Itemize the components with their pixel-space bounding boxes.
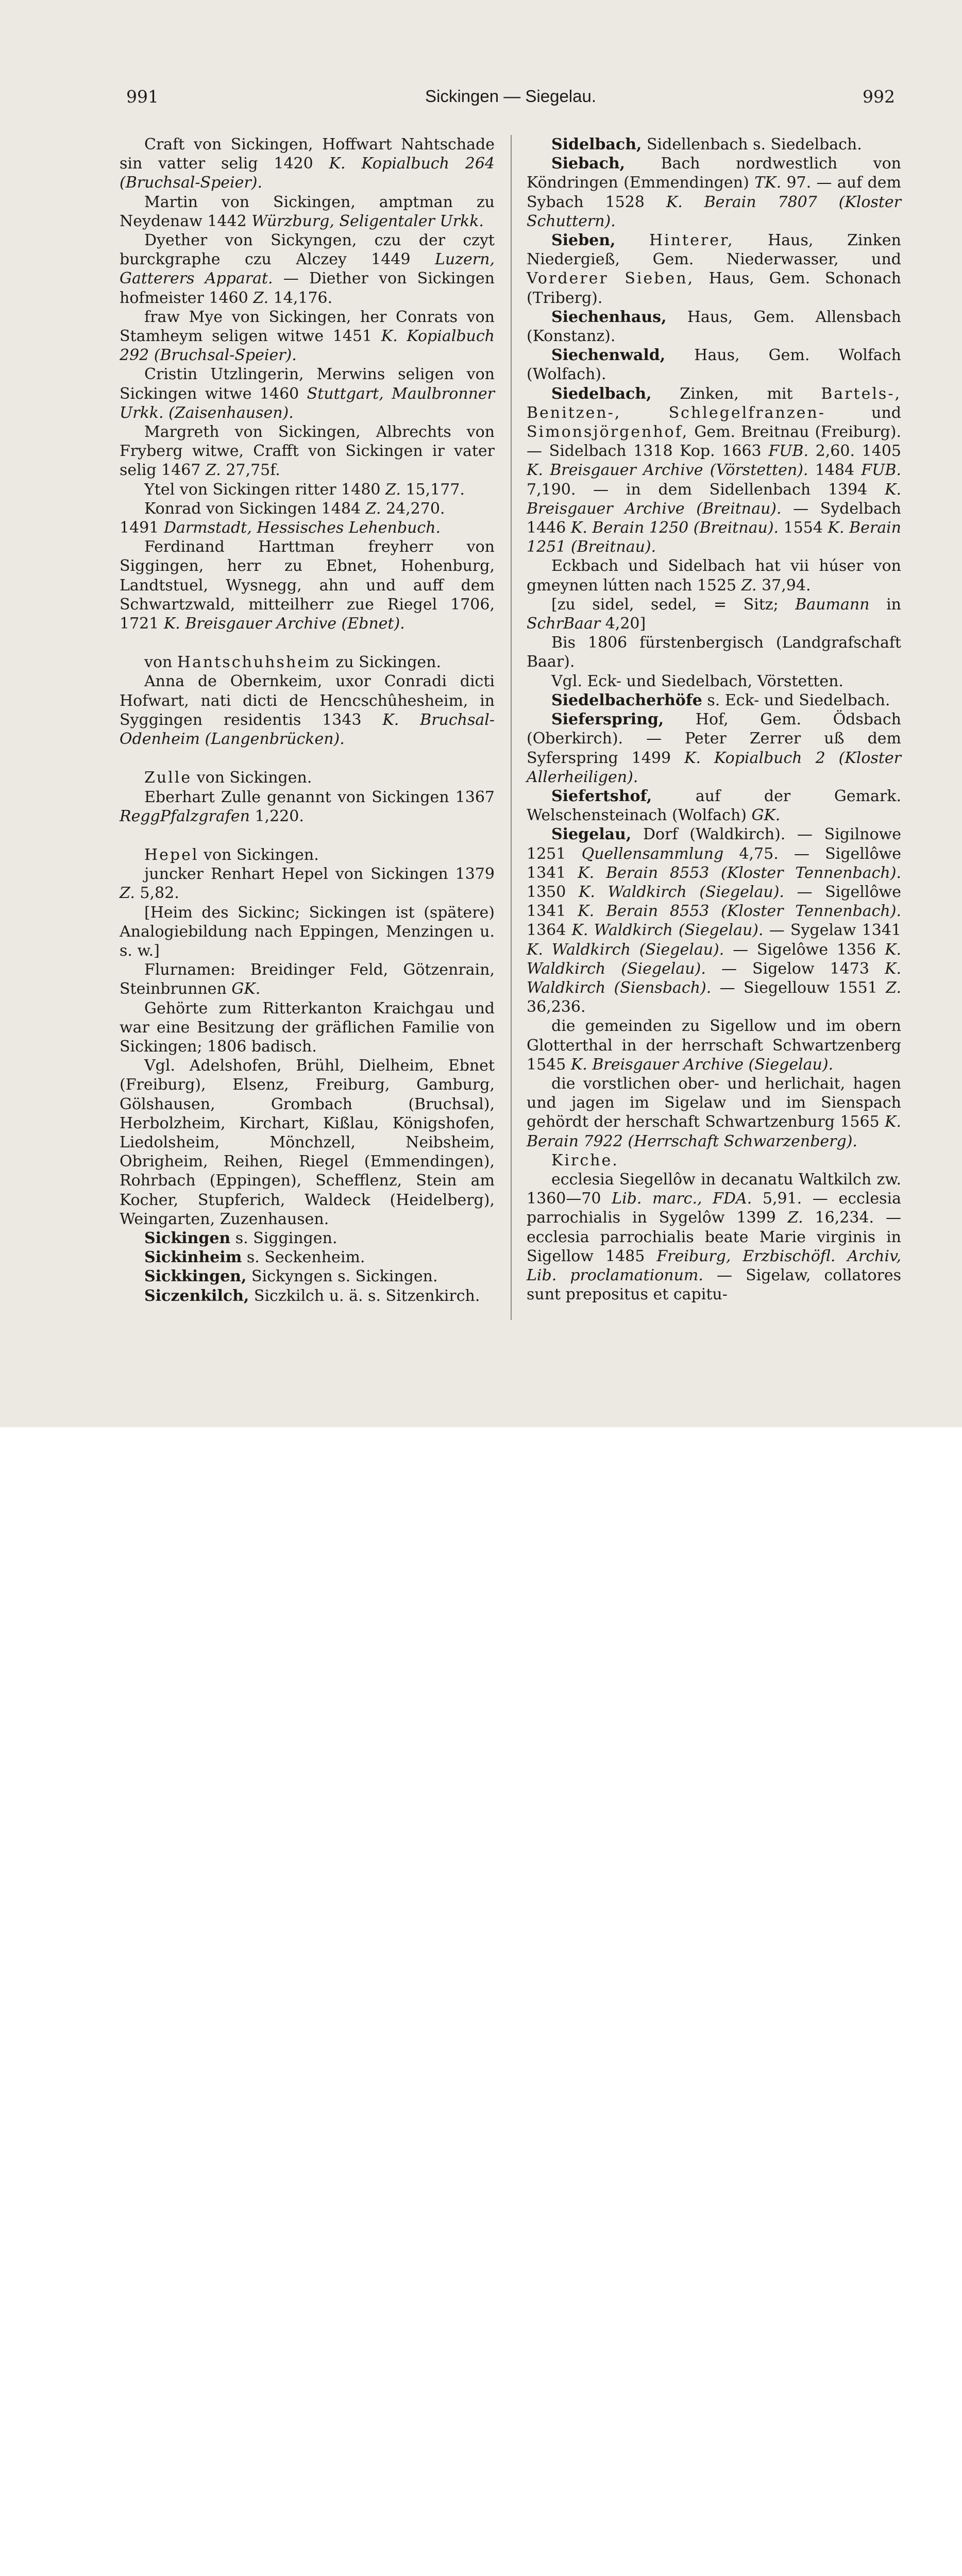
source-citation: K. Waldkirch (Siegelau). — [571, 921, 764, 940]
entry-text: Kirche. — [551, 1151, 619, 1170]
entry-paragraph — [120, 480, 495, 499]
source-citation: FUB. — [768, 442, 808, 461]
entry-text: ecclesia Siegellôw in decanatu Waltkilch zw. 1360—70 — [527, 1170, 901, 1208]
entry-text: 1491 — [120, 519, 164, 537]
entry-text: — Sigellôwe 1341 — [527, 883, 901, 921]
entry-paragraph — [120, 518, 495, 537]
entry-text: Siczkilch u. ä. s. Sitzenkirch. — [249, 1286, 480, 1305]
source-citation: GK. — [751, 806, 781, 825]
entry-text: 15,177. — [400, 480, 465, 499]
entry-paragraph — [527, 135, 901, 154]
entry-headword: Sieferspring, — [551, 710, 664, 729]
entry-text: Martin von Sickingen, amptman zu Neydenaw 1442 — [120, 193, 495, 230]
entry-paragraph — [120, 768, 495, 787]
entry-paragraph — [527, 346, 901, 384]
source-citation: Z. — [120, 884, 135, 903]
entry-text: die vorstlichen ober- und herlichait, hagen und jagen im Sigelaw und im Sienspach gehördt der herschaft Schwartzenburg 1565 — [527, 1074, 901, 1131]
entry-paragraph — [120, 135, 495, 193]
entry-text: Gem. Breitnau (Freiburg). — Sidelbach 1318 Kop. 1663 — [527, 423, 901, 461]
entry-headword: Sickingen — [144, 1229, 231, 1247]
source-citation: K. Waldkirch (Siegelau). — [578, 883, 784, 901]
entry-text: Bis 1806 fürstenbergisch (Landgrafschaft Baar). — [527, 634, 901, 671]
entry-text: Eberhart Zulle genannt von Sickingen 1367 — [144, 788, 495, 806]
entry-text: [zu sidel, sedel, = Sitz; — [551, 595, 796, 614]
entry-text: 37,94. — [756, 576, 811, 595]
entry-paragraph — [527, 308, 901, 346]
source-citation: Quellensammlung — [581, 844, 724, 863]
right-column — [527, 135, 901, 1304]
left-column — [120, 135, 495, 1306]
source-citation: K. Breisgauer Archive (Ebnet). — [163, 615, 405, 633]
entry-text: 4,20] — [600, 615, 646, 633]
entry-paragraph — [120, 903, 495, 961]
entry-paragraph — [527, 825, 901, 1016]
entry-headword: Siefertshof, — [551, 787, 652, 805]
page-number-right: 992 — [863, 87, 895, 107]
source-citation: Stuttgart, Maulbronner Urkk. (Zaisenhausen). — [120, 384, 495, 422]
entry-text: 2,60. 1405 — [808, 442, 901, 461]
source-citation: K. Berain 7922 (Herrschaft Schwarzenberg). — [527, 1113, 901, 1150]
entry-paragraph — [527, 154, 901, 231]
entry-text: Simonsjörgenhof, — [527, 423, 689, 442]
entry-paragraph — [527, 1170, 901, 1304]
entry-text: — Sigelow 1473 — [705, 959, 885, 978]
entry-paragraph — [120, 422, 495, 480]
source-citation: K. Bruchsal-Odenheim (Langenbrücken). — [120, 710, 495, 749]
entry-text: auf der Gemark. Welschensteinach (Wolfach) — [527, 787, 901, 825]
entry-paragraph — [120, 1056, 495, 1229]
entry-paragraph — [527, 556, 901, 595]
entry-paragraph — [120, 231, 495, 308]
entry-paragraph — [527, 1151, 901, 1170]
entry-paragraph — [527, 231, 901, 308]
entry-paragraph — [120, 308, 495, 365]
entry-paragraph — [120, 672, 495, 749]
source-citation: Z. — [886, 978, 901, 997]
entry-text: Zinken, mit — [651, 384, 821, 403]
entry-text: Hof, Gem. Ödsbach (Oberkirch). — Peter Zerrer uß dem Syferspring 1499 — [527, 710, 901, 767]
entry-text: Flurnamen: Breidinger Feld, Götzenrain, Steinbrunnen — [120, 961, 495, 998]
entry-paragraph — [527, 691, 901, 710]
column-divider — [511, 135, 512, 1320]
source-citation: Z. — [385, 480, 401, 499]
entry-text: Dyether von Sickyngen, czu der czyt burckgraphe czu Alczey 1449 — [120, 231, 495, 269]
source-citation: K. Waldkirch (Siensbach). — [527, 959, 901, 997]
source-citation: K. Breisgauer Archive (Vörstetten). — [527, 461, 808, 480]
entry-text: 97. — auf dem Sybach 1528 — [527, 174, 901, 211]
source-citation: K. Waldkirch (Siegelau). — [527, 940, 724, 959]
entry-paragraph — [120, 365, 495, 422]
source-citation: Luzern, Gatterers Apparat. — [120, 250, 495, 288]
source-citation: SchrBaar — [527, 615, 601, 633]
entry-text: 1,220. — [249, 807, 304, 825]
entry-paragraph — [120, 1248, 495, 1267]
entry-text: Ferdinand Harttman freyherr von Siggingen, herr zu Ebnet, Hohenburg, Landtstuel, Wysnegg, ahn und auff dem Schwartzwald, mitteilherr zue Riegel 1706, 1721 — [120, 538, 495, 633]
source-citation: K. Waldkirch (Siegelau). — [527, 940, 902, 978]
entry-paragraph — [120, 788, 495, 826]
source-citation: K. Berain 8553 (Kloster Tennenbach). — [578, 902, 901, 921]
entry-text: Haus, Gem. Wolfach (Wolfach). — [527, 346, 901, 384]
entry-text: — Siegellouw 1551 — [711, 978, 886, 997]
entry-text: 1364 — [527, 921, 572, 940]
entry-text: Dorf (Waldkirch). — Sigilnowe 1251 — [527, 825, 901, 863]
source-citation: K. Kopialbuch 292 (Bruchsal-Speier). — [120, 327, 495, 365]
entry-headword: Siechenwald, — [551, 346, 666, 365]
entry-headword: Siedelbacherhöfe — [551, 691, 702, 709]
entry-text: — Sigelaw, collatores sunt prepositus et capitu- — [527, 1266, 901, 1304]
entry-paragraph — [120, 960, 495, 998]
entry-text: Hantschuhsheim — [177, 653, 331, 672]
entry-text: Vgl. Adelshofen, Brühl, Dielheim, Ebnet (Freiburg), Elsenz, Freiburg, Gamburg, Gölshausen, Grombach (Bruchsal), Herbolzheim, Kirchart, Kißlau, Königshofen, Liedolsheim, Mönchzell, Neibsheim, Obrigheim, Reihen, Riegel (Emmendingen), Rohrbach (Eppingen), Schefflenz, Stein am Kocher, Stupferich, Waldeck (Heidelberg), Weingarten, Zuzenhausen. — [120, 1057, 495, 1228]
source-citation: K. Breisgauer Archive (Siegelau). — [570, 1055, 834, 1074]
entry-text: 24,270. — [381, 499, 445, 518]
entry-paragraph — [527, 1074, 901, 1151]
entry-text: — Sygelaw 1341 — [763, 921, 901, 940]
entry-text: Bach nordwestlich von Köndringen (Emmendingen) — [527, 155, 901, 192]
entry-text: 27,75f. — [221, 461, 280, 480]
entry-text: Eckbach und Sidelbach hat vii húser von gmeynen lútten nach 1525 — [527, 557, 901, 595]
entry-text: Margreth von Sickingen, Albrechts von Fryberg witwe, Crafft von Sickingen ir vater selig 1467 — [120, 423, 495, 480]
entry-text: — Sydelbach 1446 — [527, 499, 901, 537]
entry-text: Vorderer Sieben, — [527, 269, 695, 288]
entry-text: zu Sickingen. — [330, 653, 442, 672]
entry-text: Haus, Zinken Niedergieß, Gem. Niederwasser, und — [527, 231, 901, 269]
source-citation: Z. — [205, 461, 221, 480]
entry-text: von Sickingen. — [198, 845, 319, 864]
source-citation: K. Berain 8553 (Kloster Tennenbach). — [578, 863, 901, 882]
entry-text: 1554 — [779, 519, 828, 537]
source-citation: K. Berain 1251 (Breitnau). — [527, 519, 901, 556]
entry-text: Bartels-, Benitzen-, Schlegelfranzen- — [527, 384, 901, 422]
entry-paragraph — [120, 1286, 495, 1306]
source-citation: Lib. marc., FDA. — [612, 1190, 752, 1208]
entry-text: juncker Renhart Hepel von Sickingen 1379 — [144, 865, 495, 884]
entry-text: s. Siggingen. — [230, 1229, 337, 1247]
entry-text: Hinterer, — [649, 231, 734, 250]
entry-text: Hepel — [144, 845, 199, 864]
entry-text: und — [825, 403, 901, 422]
source-citation: FUB. — [861, 461, 901, 480]
entry-text: Haus, Gem. Allensbach (Konstanz). — [527, 308, 901, 346]
entry-paragraph — [527, 1016, 901, 1074]
source-citation: Z. — [365, 499, 381, 518]
entry-text: Anna de Obernkeim, uxor Conradi dicti Hofwart, nati dicti de Hencschûhesheim, in Syggingen residentis 1343 — [120, 672, 495, 729]
entry-text: Zulle — [144, 769, 192, 787]
entry-text: von — [144, 653, 177, 672]
entry-headword: Sickinheim — [144, 1248, 242, 1267]
entry-paragraph — [120, 537, 495, 633]
footer-bar — [0, 1427, 962, 1507]
entry-text: 7,190. — in dem Sidellenbach 1394 — [527, 480, 885, 499]
entry-text: Vgl. Eck- und Siedelbach, Vörstetten. — [551, 672, 843, 690]
entry-text: Gehörte zum Ritterkanton Kraichgau und war eine Besitzung der gräflichen Familie von Sickingen; 1806 badisch. — [120, 999, 495, 1056]
entry-text: 4,75. — Sigellôwe 1341 — [527, 844, 901, 882]
source-citation: GK. — [231, 980, 261, 998]
entry-text: Craft von Sickingen, Hoffwart Nahtschade sin vatter selig 1420 — [120, 135, 495, 173]
entry-text: 5,91. — ecclesia parrochialis in Sygelôw 1399 — [527, 1190, 901, 1227]
source-citation: ReggPfalzgrafen — [120, 807, 250, 825]
entry-paragraph — [527, 633, 901, 671]
running-title: Sickingen — Siegelau. — [425, 87, 597, 106]
entry-headword: Siegelau, — [551, 825, 632, 844]
entry-headword: Sieben, — [551, 231, 616, 250]
source-citation: K. Kopialbuch 264 (Bruchsal-Speier). — [120, 155, 495, 192]
source-citation: Z. — [741, 576, 757, 595]
entry-text: fraw Mye von Sickingen, her Conrats von Stamheym seligen witwe 1451 — [120, 308, 495, 346]
entry-paragraph — [527, 595, 901, 633]
source-citation: TK. — [754, 174, 782, 192]
entry-paragraph — [120, 1229, 495, 1248]
entry-text: 14,176. — [268, 289, 333, 307]
source-citation: Würzburg, Seligentaler Urkk. — [251, 212, 484, 230]
entry-paragraph — [120, 653, 495, 672]
source-citation: K. Berain 1250 (Breitnau). — [570, 519, 779, 537]
entry-text: Konrad von Sickingen 1484 — [144, 499, 366, 518]
entry-paragraph — [527, 384, 901, 557]
entry-headword: Sidelbach, — [551, 135, 642, 154]
entry-paragraph — [120, 999, 495, 1057]
entry-paragraph — [527, 710, 901, 787]
entry-text: — Diether von Sickingen hofmeister 1460 — [120, 269, 495, 307]
entry-text: s. Seckenheim. — [242, 1248, 365, 1267]
entry-text: 1484 — [808, 461, 862, 480]
entry-text: Sidellenbach s. Siedelbach. — [642, 135, 862, 154]
page-number-left: 991 — [126, 87, 159, 107]
entry-text: Sickyngen s. Sickingen. — [246, 1267, 438, 1286]
entry-paragraph — [120, 193, 495, 231]
entry-paragraph — [120, 1267, 495, 1286]
entry-paragraph — [120, 865, 495, 903]
entry-paragraph — [120, 499, 495, 518]
entry-text: die gemeinden zu Sigellow und im obern Glotterthal in der herrschaft Schwartzenberg 1545 — [527, 1017, 901, 1074]
source-citation: Darmstadt, Hessisches Lehenbuch. — [163, 519, 441, 537]
entry-text — [615, 231, 649, 249]
entry-text: Haus, Gem. Schonach (Triberg). — [527, 269, 901, 307]
source-citation: Baumann — [795, 595, 870, 614]
source-citation: K. Breisgauer Archive (Breitnau). — [527, 480, 901, 518]
entry-headword: Siedelbach, — [551, 384, 652, 403]
entry-text: 36,236. — [527, 998, 586, 1016]
entry-paragraph — [527, 672, 901, 691]
entry-text: 5,82. — [134, 884, 179, 903]
source-citation: K. Kopialbuch 2 (Kloster Allerheiligen). — [527, 749, 902, 786]
entry-text: — Sigelôwe 1356 — [724, 940, 885, 959]
entry-paragraph — [527, 787, 901, 825]
entry-text: 16,234. — ecclesia parrochialis beate Marie virginis in Sigellow 1485 — [527, 1209, 901, 1265]
entry-headword: Siebach, — [551, 155, 626, 173]
entry-text: Cristin Utzlingerin, Merwins seligen von Sickingen witwe 1460 — [120, 365, 495, 403]
entry-text: in — [869, 595, 901, 614]
page-header — [126, 87, 895, 110]
entry-paragraph — [120, 845, 495, 865]
entry-headword: Siczenkilch, — [144, 1286, 249, 1305]
source-citation: Z. — [253, 289, 269, 307]
entry-text: s. Eck- und Siedelbach. — [702, 691, 890, 709]
entry-text: von Sickingen. — [192, 769, 312, 787]
entry-headword: Sickkingen, — [144, 1267, 247, 1286]
entry-text: [Heim des Sickinc; Sickingen ist (spätere) Analogiebildung nach Eppingen, Menzingen u. s. w.] — [120, 903, 495, 960]
source-citation: Z. — [787, 1209, 803, 1227]
entry-headword: Siechenhaus, — [551, 308, 667, 326]
entry-text: 1350 — [527, 883, 579, 901]
source-citation: K. Berain 7807 (Kloster Schuttern). — [527, 193, 901, 230]
source-citation: Freiburg, Erzbischöfl. Archiv, Lib. proclamationum. — [527, 1247, 901, 1284]
entry-text: Ytel von Sickingen ritter 1480 — [144, 480, 386, 499]
